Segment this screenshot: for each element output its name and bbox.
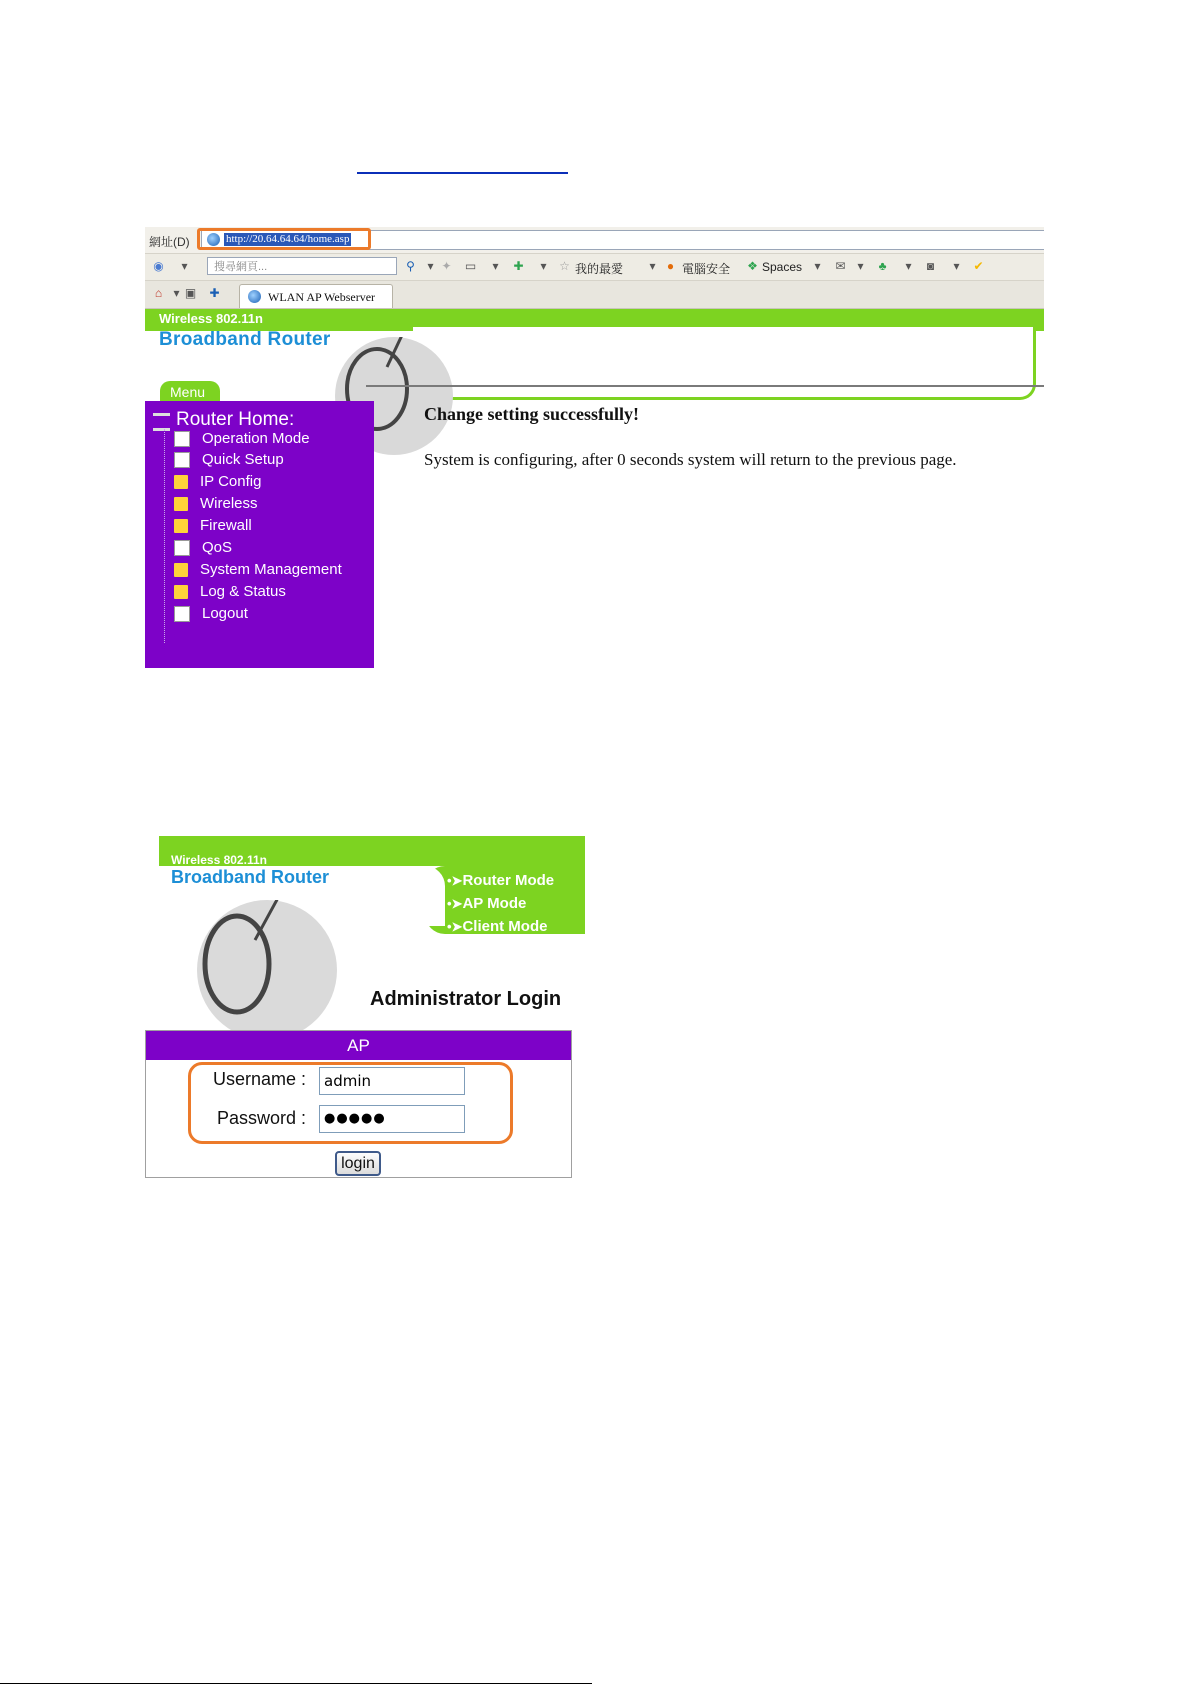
chevron-down-icon[interactable]: ▾ (953, 259, 960, 273)
menu-tree-icon (153, 413, 170, 431)
login-form (145, 1030, 572, 1178)
chevron-down-icon[interactable]: ▾ (540, 259, 547, 273)
password-label: Password : (216, 1108, 306, 1128)
new-tab-icon[interactable]: ✚ (209, 286, 220, 300)
chevron-down-icon[interactable]: ▾ (427, 259, 434, 273)
status-title: Change setting successfully! (424, 404, 639, 424)
wireless-label: Wireless 802.11n (171, 853, 267, 867)
address-url[interactable]: http://20.64.64.64/home.asp (226, 233, 350, 245)
chevron-down-icon[interactable]: ▾ (492, 259, 499, 273)
username-field[interactable]: admin (319, 1067, 465, 1095)
add-icon[interactable]: ✚ (513, 259, 524, 273)
spaces-button[interactable]: Spaces (762, 260, 803, 274)
wireless-label: Wireless 802.11n (159, 311, 263, 326)
status-message: System is configuring, after 0 seconds system will return to the previous page. (424, 450, 957, 469)
page-icon (174, 431, 190, 447)
page-title: Administrator Login (370, 988, 562, 1010)
favorites-star-icon[interactable]: ☆ (559, 259, 570, 273)
page-icon (174, 452, 190, 468)
sidebar-item-ip-config[interactable]: IP Config (174, 471, 261, 492)
chevron-down-icon[interactable]: ▾ (814, 259, 821, 273)
address-label: 網址(D) (149, 235, 190, 249)
toolbar-extra-icon[interactable]: ✔ (973, 259, 984, 273)
search-toolbar (145, 254, 1044, 281)
folder-icon (174, 475, 188, 489)
sidebar-item-wireless[interactable]: Wireless (174, 493, 258, 514)
rss-icon[interactable]: ◙ (926, 259, 935, 273)
menu-title[interactable]: Router Home: (176, 409, 295, 430)
tab-label: WLAN AP Webserver (268, 290, 376, 304)
folder-icon (174, 563, 188, 577)
brand-title: Broadband Router (171, 867, 330, 887)
brand-title: Broadband Router (159, 329, 331, 350)
sidebar-item-log-status[interactable]: Log & Status (174, 581, 286, 602)
menu-tab: Menu (160, 381, 220, 401)
mail-icon[interactable]: ✉ (835, 259, 846, 273)
mode-link-client[interactable]: •➤Client Mode (447, 918, 548, 935)
dropdown-arrow-icon[interactable]: ▾ (181, 259, 188, 273)
chevron-down-icon[interactable]: ▾ (649, 259, 656, 273)
address-bar-row (145, 227, 1044, 254)
sidebar-item-logout[interactable]: Logout (174, 603, 248, 624)
chevron-down-icon[interactable]: ▾ (857, 259, 864, 273)
sidebar-item-firewall[interactable]: Firewall (174, 515, 252, 536)
security-button[interactable]: 電腦安全 (682, 262, 731, 276)
browser-screenshot (145, 227, 1044, 668)
folder-icon (174, 585, 188, 599)
folder-icon (174, 497, 188, 511)
home-icon[interactable]: ⌂ (154, 286, 163, 300)
antenna-icon (197, 900, 337, 1040)
spaces-icon[interactable]: ❖ (747, 259, 758, 273)
security-icon[interactable]: ● (666, 259, 675, 273)
router-logo-icon (197, 900, 337, 1040)
chevron-down-icon[interactable]: ▾ (173, 286, 180, 300)
sidebar-item-quick-setup[interactable]: Quick Setup (174, 449, 284, 470)
sidebar-item-system-management[interactable]: System Management (174, 559, 342, 580)
login-screenshot (145, 836, 585, 1178)
window-icon[interactable]: ▭ (464, 259, 477, 273)
header-panel (413, 327, 1036, 400)
folder-icon (174, 519, 188, 533)
ie-page-icon (248, 290, 261, 303)
search-input[interactable]: 搜尋網頁... (207, 257, 397, 275)
search-provider-icon[interactable]: ◉ (153, 259, 164, 273)
search-go-icon[interactable]: ⚲ (406, 259, 415, 273)
password-field[interactable]: ●●●●● (319, 1105, 465, 1133)
username-label: Username : (212, 1069, 306, 1089)
document-link-underline[interactable] (357, 172, 568, 174)
tab-list-icon[interactable]: ▣ (184, 286, 197, 300)
page-icon (174, 540, 190, 556)
tab-wlan-ap-webserver[interactable] (239, 284, 393, 308)
login-button[interactable]: login (335, 1151, 381, 1176)
favorites-button[interactable]: 我的最愛 (575, 262, 624, 276)
login-form-header: AP (146, 1031, 571, 1060)
sidebar-item-qos[interactable]: QoS (174, 537, 232, 558)
mode-link-ap[interactable]: •➤AP Mode (447, 895, 527, 912)
chevron-down-icon[interactable]: ▾ (905, 259, 912, 273)
url-highlight-box (197, 228, 371, 250)
highlight-icon[interactable]: ✦ (441, 259, 452, 273)
footnote-divider (0, 1683, 592, 1684)
credentials-highlight-box (188, 1062, 513, 1144)
sidebar-item-operation-mode[interactable]: Operation Mode (174, 428, 310, 449)
messenger-icon[interactable]: ♣ (878, 259, 887, 273)
sidebar-menu (145, 401, 374, 668)
menu-tree-line (164, 429, 165, 643)
page-icon (174, 606, 190, 622)
tab-bar (145, 281, 1044, 309)
content-divider (366, 385, 1044, 387)
mode-link-router[interactable]: •➤Router Mode (447, 872, 555, 889)
